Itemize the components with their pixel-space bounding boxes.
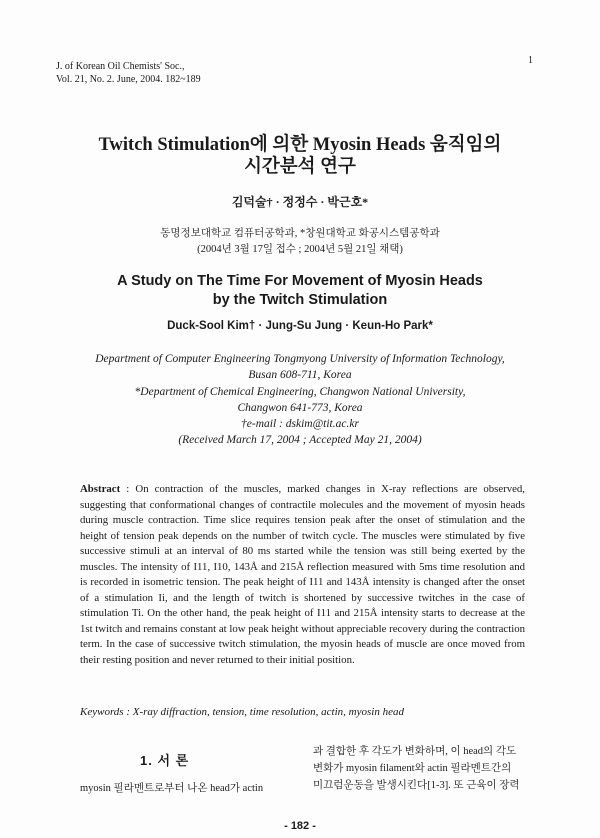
- title-korean-line-1: Twitch Stimulation에 의한 Myosin Heads 움직임의: [98, 135, 502, 155]
- email-line: †e-mail : dskim@tit.ac.kr: [241, 418, 359, 431]
- title-english-line-2: by the Twitch Stimulation: [212, 292, 388, 308]
- affiliation-english-line-1: Department of Computer Engineering Tongmyong University of Information Technology,: [95, 353, 505, 365]
- title-english-line-1: A Study on The Time For Movement of Myosin Heads: [117, 273, 483, 289]
- title-korean-line-2: 시간분석 연구: [244, 157, 356, 177]
- body-right-line-3: 미끄럼운동을 발생시킨다[1-3]. 또 근육이 장력: [313, 780, 520, 791]
- affiliation-english-line-4: Changwon 641-773, Korea: [237, 401, 363, 414]
- abstract-text: On contraction of the muscles, marked changes in X-ray reflections are observed, suggesting that conformational changes of contractile molecules and the movement of myosin heads during muscle contraction. Time slice requires tension peak after the onset of stimulation and the height of tension peak depends on the number of twitch cycle. The muscles were stimulated by five successive stimuli at an interval of 80 ms started while the tension was still being exerted by the muscles. The intensity of I11, I10, 143Å and 215Å reflection measured with 5ms time resolution and is recorded in isometric tension. The peak height of I11 and 143Å intensity is changed after the onset of a stimulation Ii, and the length of twitch is shortened by successive twitches in the case of stimulation Ti. On the other hand, the peak height of I11 and 215Å intensity starts to decrease at the 1st twitch and remains constant at low peak height without appreciable recovery during the contraction term. In the case of successive twitch stimulation, the myosin heads of muscle are once moved from their resting position and never returned to their initial position.: [80, 483, 526, 667]
- keywords: Keywords : X-ray diffraction, tension, time resolution, actin, myosin head: [80, 706, 404, 718]
- title-korean: [0, 134, 600, 178]
- body-right-column: [313, 743, 553, 794]
- body-right-line-2: 변화가 myosin filament와 actin 필라멘트간의: [313, 763, 512, 774]
- journal-citation: [56, 60, 201, 86]
- affiliation-english: [0, 351, 600, 449]
- affiliation-english-line-2: Busan 608-711, Korea: [248, 369, 352, 382]
- body-right-line-1: 과 결합한 후 각도가 변화하며, 이 head의 각도: [313, 746, 517, 757]
- affiliation-korean-line-1: 동명정보대학교 컴퓨터공학과, *창원대학교 화공시스템공학과: [160, 228, 440, 239]
- journal-line-1: J. of Korean Oil Chemists' Soc.,: [56, 61, 185, 72]
- section-heading-introduction: 1. 서 론: [140, 753, 190, 768]
- affiliation-english-line-3: *Department of Chemical Engineering, Changwon National University,: [134, 385, 466, 398]
- received-dates-english: (Received March 17, 2004 ; Accepted May 21, 2004): [178, 434, 422, 447]
- abstract-label: Abstract: [80, 483, 121, 495]
- affiliation-korean: [0, 226, 600, 258]
- received-dates-korean: (2004년 3월 17일 접수 ; 2004년 5월 21일 채택): [197, 244, 403, 255]
- page-number-top: 1: [528, 55, 533, 66]
- title-english: [0, 272, 600, 310]
- abstract-separator: :: [120, 483, 136, 495]
- page-number-footer: - 182 -: [284, 820, 316, 832]
- authors-korean: 김덕술† · 정정수 · 박근호*: [231, 195, 369, 209]
- journal-line-2: Vol. 21, No. 2. June, 2004. 182~189: [56, 74, 201, 85]
- body-left-column: myosin 필라멘트로부터 나온 head가 actin: [80, 783, 264, 794]
- authors-english: Duck-Sool Kim† · Jung-Su Jung · Keun-Ho Park*: [167, 320, 433, 332]
- abstract: [80, 482, 525, 669]
